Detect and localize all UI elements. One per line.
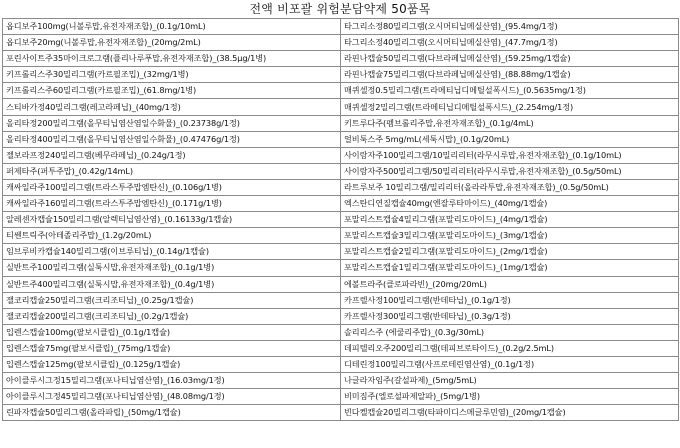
drug-cell-right: 에볼트라주(클로파라빈)_(20mg/20mL) xyxy=(341,276,679,292)
drug-cell-right: 사이람자주500밀리그램/50밀리리터(라무시루맙,유전자재조합)_(0.5g/50mL) xyxy=(341,163,679,179)
drug-cell-left: 입렌스캡슐75mg(팔보시클립)_(75mg/1캡슐) xyxy=(3,340,341,356)
drug-cell-right: 나글라자임주(갈설파제)_(5mg/5mL) xyxy=(341,373,679,389)
table-row xyxy=(3,212,679,228)
drug-cell-right: 포말리스트캡슐2밀리그램(포말리도마이드)_(2mg/1캡슐) xyxy=(341,244,679,260)
drug-cell-right: 디테린정100밀리그램(사프로테린염산염)_(0.1g/1정) xyxy=(341,356,679,372)
drug-cell-right: 타그리소정40밀리그램(오시머티닙메실산염)_(47.7mg/1정) xyxy=(341,35,679,51)
drug-cell-left: 입렌스캡슐125mg(팔보시클립)_(0.125g/1캡슐) xyxy=(3,356,341,372)
drug-cell-right: 라핀나캡슐50밀리그램(다브라페닙메실산염)_(59.25mg/1캡슐) xyxy=(341,51,679,67)
drug-cell-right: 매퀴셀정0.5밀리그램(트라메티닙디메틸설폭시드)_(0.5635mg/1정) xyxy=(341,83,679,99)
table-row xyxy=(3,99,679,115)
table-row xyxy=(3,19,679,35)
table-row xyxy=(3,260,679,276)
drug-cell-left: 잴코리캡슐250밀리그램(크리조티닙)_(0.25g/1캡슐) xyxy=(3,292,341,308)
drug-cell-left: 린파자캡슐50밀리그램(올라파립)_(50mg/1캡슐) xyxy=(3,405,341,421)
drug-cell-right: 비미짐주(엘로설파제알파)_(5mg/1병) xyxy=(341,389,679,405)
table-row xyxy=(3,147,679,163)
table-row xyxy=(3,324,679,340)
drug-cell-right: 빈다켈캡슐20밀리그램(타파미디스메글루민염)_(20mg/1캡슐) xyxy=(341,405,679,421)
drug-cell-left: 키프롤리스주30밀리그램(카르필조밉)_(32mg/1병) xyxy=(3,67,341,83)
table-row xyxy=(3,228,679,244)
table-row xyxy=(3,356,679,372)
drug-cell-left: 퍼제타주(퍼투주맙)_(0.42g/14mL) xyxy=(3,163,341,179)
drug-cell-left: 잴코리캡슐200밀리그램(크리조티닙)_(0.2g/1캡슐) xyxy=(3,308,341,324)
drug-cell-left: 실반트주400밀리그램(실툭시맙,유전자재조합)_(0.4g/1병) xyxy=(3,276,341,292)
drug-cell-right: 카프렐사정300밀리그램(반데타닙)_(0.3g/1정) xyxy=(341,308,679,324)
drug-cell-right: 매퀴셀정2밀리그램(트라메티닙디메틸설폭시드)_(2.254mg/1정) xyxy=(341,99,679,115)
drug-cell-left: 포린사이트주35마이크로그램(플리나루푸맙,유전자재조합)_(38.5μg/1병) xyxy=(3,51,341,67)
drug-cell-left: 올리타정200밀리그램(올무티닙염산염일수화물)_(0.23738g/1정) xyxy=(3,115,341,131)
drug-cell-left: 옵디보주20mg(니볼루맙,유전자재조합)_(20mg/2mL) xyxy=(3,35,341,51)
drug-cell-left: 입렌스캡슐100mg(팔보시클립)_(0.1g/1캡슐) xyxy=(3,324,341,340)
drug-cell-right: 포말리스트캡슐4밀리그램(포말리도마이드)_(4mg/1캡슐) xyxy=(341,212,679,228)
drug-cell-left: 알레센자캡슐150밀리그램(알렉티닙염산염)_(0.16133g/1캡슐) xyxy=(3,212,341,228)
drug-cell-left: 아이클루시그정15밀리그램(포나티닙염산염)_(16.03mg/1정) xyxy=(3,373,341,389)
table-row xyxy=(3,276,679,292)
drug-cell-left: 캐싸일라주100밀리그램(트라스투주맙엠탄신)_(0.106g/1병) xyxy=(3,179,341,195)
table-row xyxy=(3,115,679,131)
table-row xyxy=(3,83,679,99)
drug-cell-right: 포말리스트캡슐1밀리그램(포말리도마이드)_(1mg/1캡슐) xyxy=(341,260,679,276)
drug-cell-right: 포말리스트캡슐3밀리그램(포말리도마이드)_(3mg/1캡슐) xyxy=(341,228,679,244)
table-row xyxy=(3,179,679,195)
drug-cell-right: 데피텔리오주200밀리그램(데피브로타이드)_(0.2g/2.5mL) xyxy=(341,340,679,356)
drug-table xyxy=(2,18,679,421)
table-row xyxy=(3,292,679,308)
drug-cell-left: 아이클루시그정45밀리그램(포나티닙염산염)_(48.08mg/1정) xyxy=(3,389,341,405)
drug-cell-right: 카프렐사정100밀리그램(반데타닙)_(0.1g/1정) xyxy=(341,292,679,308)
drug-cell-left: 실반트주100밀리그램(실툭시맙,유전자재조합)_(0.1g/1병) xyxy=(3,260,341,276)
table-row xyxy=(3,340,679,356)
table-row xyxy=(3,35,679,51)
drug-cell-left: 키프롤리스주60밀리그램(카르필조밉)_(61.8mg/1병) xyxy=(3,83,341,99)
drug-cell-left: 올리타정400밀리그램(올무티닙염산염일수화물)_(0.47476g/1정) xyxy=(3,131,341,147)
table-row xyxy=(3,405,679,421)
drug-cell-left: 임브루비카캡슐140밀리그램(이브루티닙)_(0.14g/1캡슐) xyxy=(3,244,341,260)
table-row xyxy=(3,373,679,389)
drug-cell-right: 타그리소정80밀리그램(오시머티닙메실산염)_(95.4mg/1정) xyxy=(341,19,679,35)
drug-cell-right: 솔리리스주 (에쿨리주맙)_(0.3g/30mL) xyxy=(341,324,679,340)
table-row xyxy=(3,196,679,212)
drug-cell-right: 얼비툭스주 5mg/mL(세툭시맙)_(0.1g/20mL) xyxy=(341,131,679,147)
page-title: 전액 비포괄 위험분담약제 50품목 xyxy=(249,2,431,16)
drug-cell-right: 라핀나캡슐75밀리그램(다브라페닙메실산염)_(88.88mg/1캡슐) xyxy=(341,67,679,83)
drug-cell-left: 티쎈트릭주(아테졸리주맙)_(1.2g/20mL) xyxy=(3,228,341,244)
table-row xyxy=(3,244,679,260)
drug-cell-right: 엑스탄디연질캡슐40mg(엔잘루타마이드)_(40mg/1캡슐) xyxy=(341,196,679,212)
drug-cell-left: 캐싸일라주160밀리그램(트라스투주맙엠탄신)_(0.171g/1병) xyxy=(3,196,341,212)
drug-cell-right: 사이람자주100밀리그램/10밀리리터(라무시루맙,유전자재조합)_(0.1g/10mL) xyxy=(341,147,679,163)
table-row xyxy=(3,51,679,67)
drug-table-body xyxy=(3,19,679,421)
drug-cell-left: 스티바가정40밀리그램(레고라페닙)_(40mg/1정) xyxy=(3,99,341,115)
drug-cell-left: 옵디보주100mg(니볼루맙,유전자재조합)_(0.1g/10mL) xyxy=(3,19,341,35)
table-row xyxy=(3,308,679,324)
drug-cell-left: 젤보라프정240밀리그램(베무라페닙)_(0.24g/1정) xyxy=(3,147,341,163)
table-row xyxy=(3,163,679,179)
drug-cell-right: 키트루다주(펨브롤리주맙,유전자재조합)_(0.1g/4mL) xyxy=(341,115,679,131)
table-row xyxy=(3,389,679,405)
table-row xyxy=(3,67,679,83)
table-row xyxy=(3,131,679,147)
drug-cell-right: 라트루보주 10밀리그램/밀리리터(올라라투맙,유전자재조합)_(0.5g/50mL) xyxy=(341,179,679,195)
